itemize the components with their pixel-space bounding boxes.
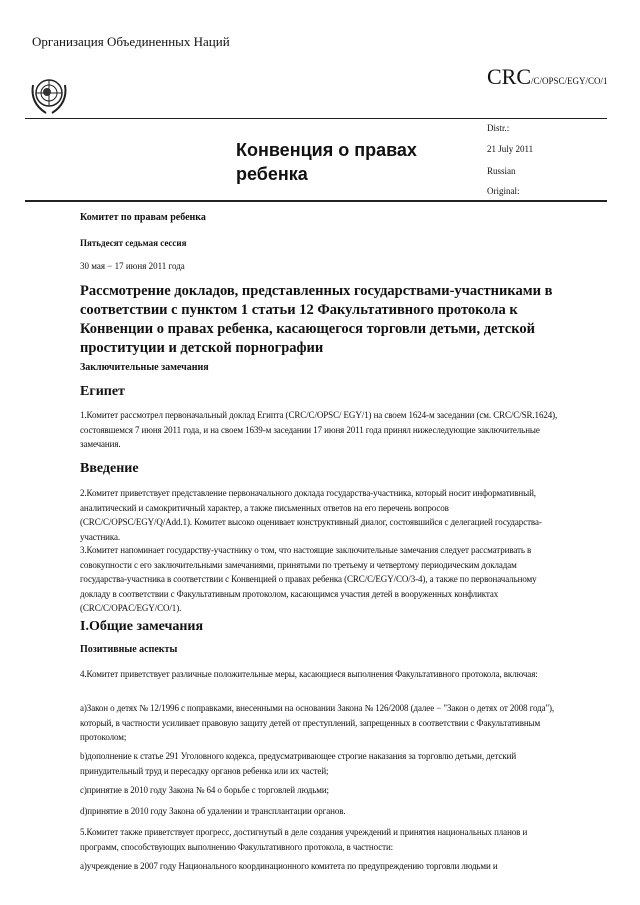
paragraph-4: 4.Комитет приветствует различные положительные меры, касающиеся выполнения Факультативного протокола, включая: xyxy=(80,669,538,679)
intro-heading: Введение xyxy=(80,461,139,476)
symbol-suffix: /C/OPSC/EGY/CO/1 xyxy=(531,76,608,86)
paragraph-4c: c)принятие в 2010 году Закона № 64 о борьбе с торговлей людьми; xyxy=(80,785,329,795)
title-divider xyxy=(25,200,607,202)
un-emblem-icon xyxy=(28,73,70,117)
session: Пятьдесят седьмая сессия xyxy=(80,238,187,248)
main-heading: Рассмотрение докладов, представленных государствами-участниками в соответствии с пунктом 1 статьи 12 Факультативного протокола к Конвенции о правах ребенка, касающегося торговли детьми, детской проституции и детской порнографии xyxy=(80,283,553,356)
document-title: Конвенция о правах ребенка xyxy=(236,140,417,184)
country-heading: Египет xyxy=(80,384,125,399)
session-dates: 30 мая − 17 июня 2011 года xyxy=(80,261,185,271)
paragraph-5: 5.Комитет также приветствует прогресс, достигнутый в деле создания учреждений и принятия национальных планов и программ, способствующих выполнению Факультативного протокола, в частности: xyxy=(80,827,528,852)
paragraph-1: 1.Комитет рассмотрел первоначальный доклад Египта (CRC/C/OPSC/ EGY/1) на своем 1624-м заседании (см. CRC/C/SR.1624), состоявшемся 7 июня 2011 года, и на своем 1639-м заседании 17 июня 2011 года принял нижеследующие заключительные замечания. xyxy=(80,410,558,449)
org-name: Организация Объединенных Наций xyxy=(32,34,230,49)
paragraph-5a: a)учреждение в 2007 году Национального координационного комитета по предупреждению торговли людьми и xyxy=(80,861,498,871)
paragraph-2: 2.Комитет приветствует представление первоначального доклада государства-участника, который носит информативный, аналитический и самокритичный характер, а также письменных ответов на его перечень вопросов (CRC/C/OPSC/EGY/Q/Add.1). Комитет высоко оценивает конструктивный диалог, состоявшийся с делегацией государства-участника. xyxy=(80,488,542,542)
date: 21 July 2011 xyxy=(487,144,534,154)
subheading: Заключительные замечания xyxy=(80,362,209,373)
committee: Комитет по правам ребенка xyxy=(80,212,206,223)
symbol-main: CRC xyxy=(487,64,532,89)
section-heading: I.Общие замечания xyxy=(80,619,204,634)
document-symbol xyxy=(487,64,608,90)
paragraph-4b: b)дополнение к статье 291 Уголовного кодекса, предусматривающее строгие наказания за торговлю детьми, детский принудительный труд и пересадку органов ребенка или их частей; xyxy=(80,751,517,776)
paragraph-4a: a)Закон о детях № 12/1996 с поправками, внесенными на основании Закона № 126/2008 (далее − "Закон о детях от 2008 года"), который, в частности усиливает правовую защиту детей от преступлений, запрещенных в соответствии с Факультативным протоколом; xyxy=(80,703,555,742)
paragraph-4d: d)принятие в 2010 году Закона об удалении и трансплантации органов. xyxy=(80,806,346,816)
language: Russian xyxy=(487,166,516,176)
header-divider xyxy=(25,118,607,119)
distr-label: Distr.: xyxy=(487,123,510,133)
original-label: Original: xyxy=(487,186,520,196)
paragraph-3: 3.Комитет напоминает государству-участнику о том, что настоящие заключительные замечания следует рассматривать в совокупности с его заключительными замечаниями, принятыми по третьему и четвертому периодическим докладам государства-участника в соответствии с Конвенцией о правах ребенка (CRC/C/EGY/CO/3-4), а также по первоначальному докладу в соответствии с Факультативным протоколом, касающимся участия детей в вооруженных конфликтах (CRC/C/OPAC/EGY/CO/1). xyxy=(80,545,537,613)
positive-aspects-heading: Позитивные аспекты xyxy=(80,644,178,655)
